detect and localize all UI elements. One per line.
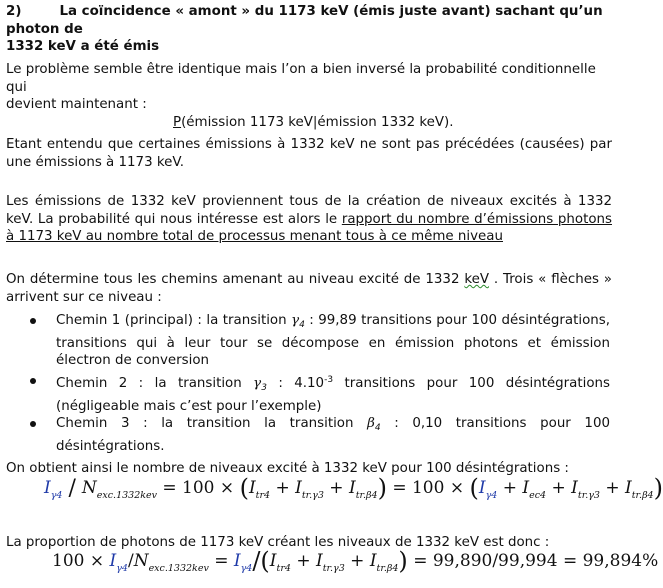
formula-symbol: I: [478, 478, 486, 498]
list-item: [30, 312, 610, 370]
formula-result: = 99,890/99,994 = 99,894%: [407, 551, 659, 571]
levels-text: Les émissions de 1332 keV proviennent tous de la création de niveaux excités à 1332 keV. La probabilité qui nous intéresse est alors le: [6, 194, 612, 227]
symbol-subscript: 4: [374, 423, 381, 433]
formula-symbol: I: [248, 478, 256, 498]
formula-symbol: I: [109, 551, 117, 571]
paragraph-intro: [6, 61, 612, 131]
formula-operator: 100 ×: [52, 551, 110, 571]
formula-subscript: tr.β4: [355, 490, 378, 501]
formula-subscript: ec4: [529, 490, 547, 501]
bullet-icon: [30, 378, 36, 384]
formula-subscript: γ4: [116, 563, 128, 574]
formula-symbol: I: [315, 551, 323, 571]
list-item: [30, 372, 610, 415]
probability-P: P: [173, 114, 182, 130]
kev-spellcheck-word: keV: [464, 272, 490, 287]
formula-operator: /: [127, 551, 134, 571]
paragraph-levels: [6, 193, 612, 246]
formula-operator: = 100 ×: [157, 478, 240, 498]
formula-subscript: exc.1332kev: [96, 490, 157, 501]
formula-symbol: I: [233, 551, 241, 571]
symbol-subscript: 3: [261, 383, 267, 393]
exponent: -3: [324, 375, 334, 385]
bullet-icon: [30, 318, 36, 324]
gamma-symbol: γ: [253, 376, 262, 391]
formula-subscript: tr.γ3: [301, 490, 324, 501]
paragraph-count: On obtient ainsi le nombre de niveaux excité à 1332 keV pour 100 désintégrations :: [6, 461, 569, 476]
formula-symbol: I: [348, 478, 356, 498]
paths-text-end: . Trois « flèches » arrivent sur ce niveau :: [6, 272, 612, 305]
bullet-text: Chemin 2 : la transition: [56, 376, 254, 391]
formula-symbol: N: [81, 478, 97, 498]
intro-line1: Le problème semble être identique mais l’on a bien inversé la probabilité conditionnelle qui: [6, 62, 596, 95]
formula-symbol: I: [44, 478, 51, 498]
section-heading: [6, 3, 612, 56]
formula-subscript: tr.β4: [376, 563, 399, 574]
formula-level-count: $I_{\gamma 4} / N_{exc.1332kev} = 100 \times (I_{tr4} + I_{tr.\gamma 3} + I_{tr.\beta 4}) = 100 \times (I_{\gamma 4} + I_{ec4} + I_{tr.\gamma 3} + I_{tr.\beta 4})$: [44, 474, 663, 502]
levels-underlined-text: rapport du nombre d’émissions photons à 1173 keV au nombre total de processus menant tous à ce même niveau: [6, 211, 612, 244]
paragraph-proportion: La proportion de photons de 1173 keV créant les niveaux de 1332 keV est donc :: [6, 535, 550, 550]
bullet-icon: [30, 421, 36, 427]
formula-symbol: I: [522, 478, 530, 498]
paragraph-paths: [6, 271, 612, 306]
gamma-symbol: γ: [291, 313, 300, 328]
symbol-subscript: 4: [299, 320, 305, 330]
formula-symbol: I: [571, 478, 578, 498]
formula-operator: /: [68, 476, 76, 501]
formula-symbol: I: [369, 551, 377, 571]
formula-subscript: tr4: [276, 563, 291, 574]
bullet-text: transitions pour 100 désintégrations (négligeable mais c’est pour l’exemple): [56, 376, 611, 414]
probability-expression: (émission 1173 keV|émission 1332 keV).: [181, 114, 454, 130]
heading-title-line2: 1332 keV a été émis: [6, 39, 160, 54]
formula-symbol: I: [269, 551, 277, 571]
heading-number: 2): [6, 4, 22, 19]
paragraph-note: Etant entendu que certaines émissions à 1332 keV ne sont pas précédées (causées) par une émissions à 1173 keV.: [6, 137, 612, 170]
formula-subscript: tr.β4: [631, 490, 654, 501]
bullet-text: : 0,10 transitions pour 100 désintégrations.: [56, 416, 610, 454]
formula-operator: /: [252, 547, 261, 575]
bullet-text: Chemin 1 (principal) : la transition: [56, 313, 292, 328]
bullet-text: : 4.10: [266, 376, 325, 391]
formula-symbol: I: [625, 478, 632, 498]
formula-subscript: exc.1332kev: [148, 563, 209, 574]
conditional-probability: [6, 114, 612, 132]
heading-title-line1: La coïncidence « amont » du 1173 keV (émis juste avant) sachant qu’un photon de: [6, 4, 603, 37]
formula-symbol: N: [133, 551, 149, 571]
formula-operator: = 100 ×: [386, 478, 470, 498]
list-item: [30, 415, 610, 455]
intro-line2: devient maintenant :: [6, 97, 147, 112]
formula-symbol: I: [295, 478, 302, 498]
formula-proportion: $100 \times I_{\gamma 4}/N_{exc.1332kev} = I_{\gamma 4}/(I_{tr4} + I_{tr.\gamma 3} + I_{tr.\beta 4}) = 99,890/99,994 = 99,894\%$: [52, 547, 659, 575]
formula-subscript: γ4: [240, 563, 253, 574]
formula-subscript: tr.γ3: [322, 563, 345, 574]
formula-subscript: tr.γ3: [577, 490, 600, 501]
paths-text-start: On détermine tous les chemins amenant au niveau excité de 1332: [6, 272, 465, 287]
formula-subscript: γ4: [50, 490, 63, 501]
formula-subscript: tr4: [255, 490, 271, 501]
bullet-text: : 99,89 transitions pour 100 désintégrations, transitions qui à leur tour se décompose en émission photons et émission électron de conversion: [56, 313, 610, 368]
beta-symbol: β: [367, 416, 375, 431]
formula-subscript: γ4: [485, 490, 498, 501]
bullet-text: Chemin 3 : la transition la transition: [56, 416, 368, 431]
